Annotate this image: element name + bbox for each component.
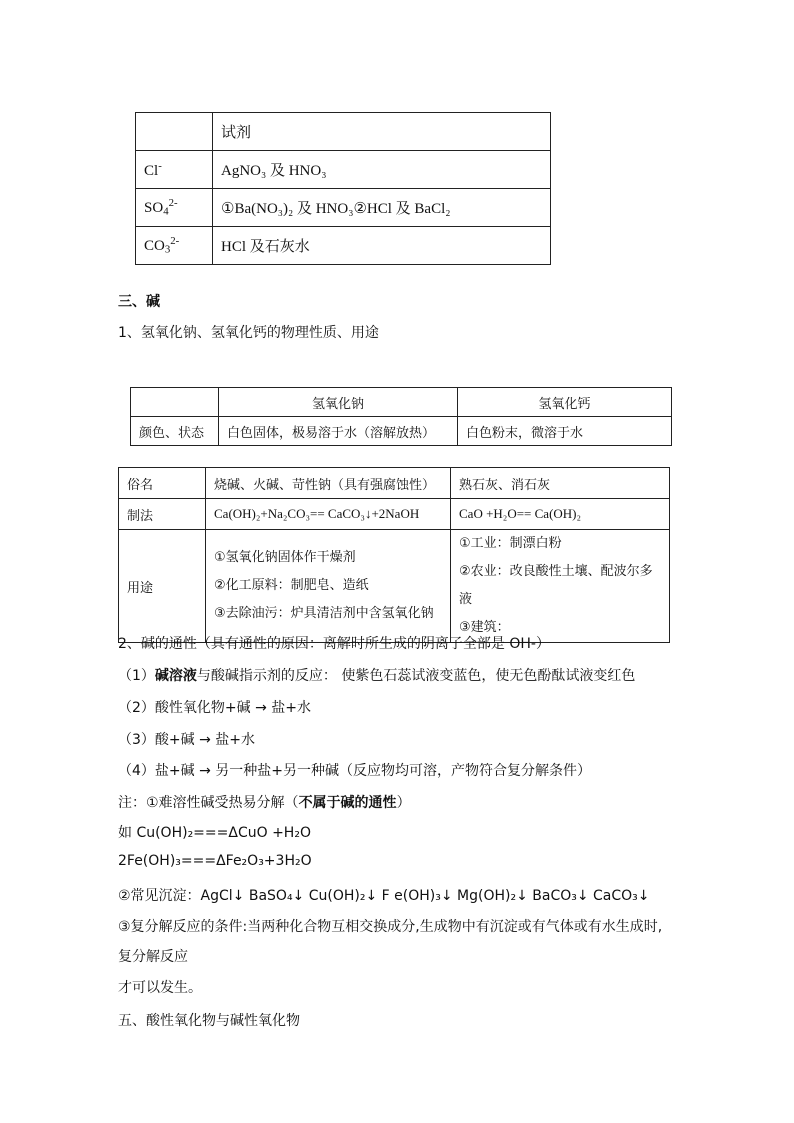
property-emphasis: 碱溶液 — [154, 668, 197, 684]
table-cell: 烧碱、火碱、苛性钠（具有强腐蚀性） — [206, 468, 451, 499]
note-text: ） — [396, 795, 411, 811]
list-item: ②农业：改良酸性土壤、配波尔多液 — [459, 564, 653, 607]
table-row — [131, 388, 672, 417]
table-header-cell: 氢氧化钠 — [219, 388, 458, 417]
note-emphasis: 不属于碱的通性 — [298, 795, 397, 811]
item-title: 1、氢氧化钠、氢氧化钙的物理性质、用途 — [118, 325, 379, 341]
section-title: 五、酸性氧化物与碱性氧化物 — [118, 1013, 300, 1029]
property-line: （2）酸性氧化物+碱 → 盐+水 — [118, 700, 311, 716]
table-row — [136, 189, 551, 227]
table-row — [136, 113, 551, 151]
ion-charge: 2- — [170, 235, 180, 248]
list-item: ①氢氧化钠固体作干燥剂 — [214, 550, 356, 565]
note-text: 注：①难溶性碱受热易分解（ — [118, 795, 299, 811]
property-line: （4）盐+碱 → 另一种盐+另一种碱（反应物均可溶，产物符合复分解条件） — [118, 763, 591, 779]
reagent-cell: HCl 及石灰水 — [213, 227, 551, 265]
condition-line: 复分解反应 — [118, 949, 188, 965]
ion-cell — [136, 151, 213, 189]
ion-text: Cl — [144, 162, 159, 179]
list-item: ③去除油污：炉具清洁剂中含氢氧化钠 — [214, 606, 434, 621]
property-text: 与酸碱指示剂的反应： 使紫色石蕊试液变蓝色，使无色酚酞试液变红色 — [196, 668, 636, 684]
ion-text: SO — [144, 200, 164, 217]
table-row — [136, 227, 551, 265]
table-cell: 白色粉末，微溶于水 — [458, 417, 672, 446]
list-item: ②化工原料：制肥皂、造纸 — [214, 578, 369, 593]
row-label-cell: 颜色、状态 — [131, 417, 219, 446]
table-row — [131, 417, 672, 446]
table-header-cell: 试剂 — [213, 113, 551, 151]
reagent-cell: ①Ba(NO₃)₂ 及 HNO₃②HCl 及 BaCl₂ — [213, 189, 551, 227]
table-cell: 白色固体，极易溶于水（溶解放热） — [219, 417, 458, 446]
table-cell: Ca(OH)₂+Na₂CO₃== CaCO₃↓+2NaOH — [206, 499, 451, 530]
table-row — [136, 151, 551, 189]
condition-line: ③复分解反应的条件:当两种化合物互相交换成分,生成物中有沉淀或有气体或有水生成时, — [118, 919, 663, 935]
table-row — [119, 530, 670, 643]
reagent-cell: AgNO₃ 及 HNO₃ — [213, 151, 551, 189]
table-cell — [131, 388, 219, 417]
reagent-table — [135, 112, 551, 265]
list-item: ①工业：制漂白粉 — [459, 536, 562, 551]
section-title: 三、碱 — [118, 294, 160, 310]
uses-cell — [451, 530, 670, 643]
table-cell: 熟石灰、消石灰 — [451, 468, 670, 499]
ion-cell — [136, 227, 213, 265]
row-label-cell: 用途 — [119, 530, 206, 643]
row-label-cell: 俗名 — [119, 468, 206, 499]
row-label-cell: 制法 — [119, 499, 206, 530]
ion-text: CO — [144, 238, 165, 255]
ion-charge: 2- — [168, 197, 178, 210]
table-row — [119, 468, 670, 499]
ion-charge: - — [158, 159, 162, 172]
table-row — [119, 499, 670, 530]
condition-line: 才可以发生。 — [118, 980, 202, 996]
table-cell: CaO +H₂O== Ca(OH)₂ — [451, 499, 670, 530]
table-cell — [136, 113, 213, 151]
equation-line: 如 Cu(OH)₂===ΔCuO +H₂O — [118, 825, 311, 841]
property-line — [118, 665, 635, 685]
list-item: ③建筑： — [459, 620, 510, 635]
item-title: 2、碱的通性（具有通性的原因：离解时所生成的阴离子全部是 OH-） — [118, 636, 550, 652]
table-header-cell: 氢氧化钙 — [458, 388, 672, 417]
property-line: （3）酸+碱 → 盐+水 — [118, 732, 255, 748]
properties-table — [130, 387, 672, 446]
ion-subscript: 4 — [163, 205, 169, 218]
precipitate-line: ②常见沉淀：AgCl↓ BaSO₄↓ Cu(OH)₂↓ F e(OH)₃↓ Mg(OH)₂↓ BaCO₃↓ CaCO₃↓ — [118, 888, 650, 904]
uses-cell — [206, 530, 451, 643]
property-prefix: （1） — [118, 668, 155, 684]
ion-cell — [136, 189, 213, 227]
names-uses-table — [118, 467, 670, 643]
note-line — [118, 792, 411, 812]
ion-subscript: 3 — [164, 243, 171, 256]
equation-line: 2Fe(OH)₃===ΔFe₂O₃+3H₂O — [118, 853, 312, 869]
